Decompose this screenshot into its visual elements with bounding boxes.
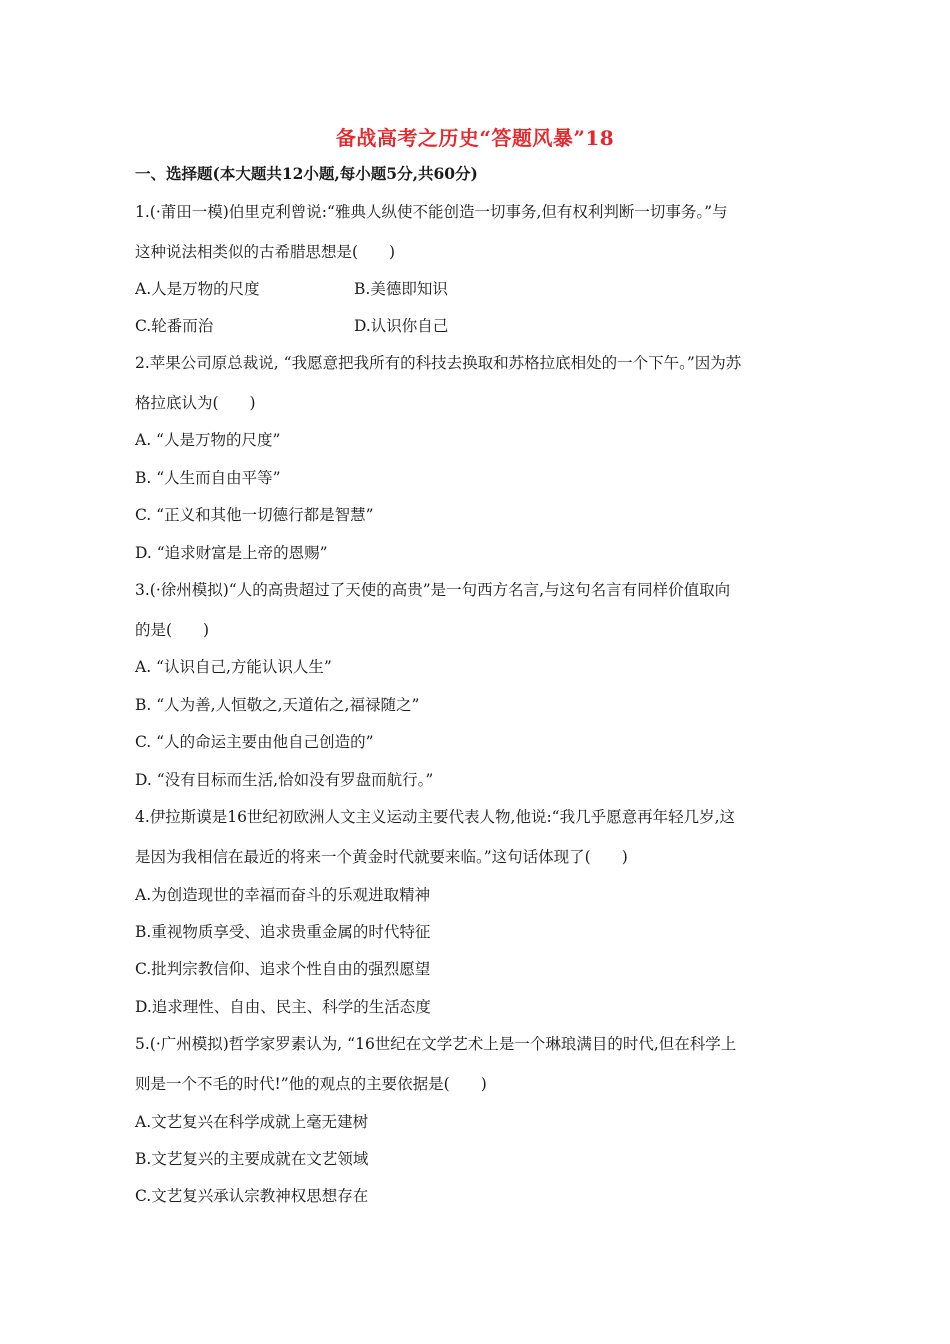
question-5-option-b: B.文艺复兴的主要成就在文艺领域 [135,1150,369,1168]
question-1-option-b: B.美德即知识 [354,280,448,298]
question-1-options-row-1 [135,278,825,300]
question-1-options-row-2 [135,315,825,337]
question-2-stem-line-2: 格拉底认为( ) [135,394,256,412]
question-3-option-a: A. “认识自己,方能认识人生” [135,658,332,676]
question-1-option-c: C.轮番而治 [135,317,214,335]
question-1-option-a: A.人是万物的尺度 [135,280,260,298]
question-2-option-d: D. “追求财富是上帝的恩赐” [135,544,328,562]
question-3-option-d: D. “没有目标而生活,恰如没有罗盘而航行。” [135,771,434,789]
question-3-stem-line-2: 的是( ) [135,621,210,639]
question-4-stem-line-2: 是因为我相信在最近的将来一个黄金时代就要来临。”这句话体现了( ) [135,848,628,866]
question-5-stem-line-2: 则是一个不毛的时代!”他的观点的主要依据是( ) [135,1075,487,1093]
question-4-option-b: B.重视物质享受、追求贵重金属的时代特征 [135,923,431,941]
question-5-option-c: C.文艺复兴承认宗教神权思想存在 [135,1187,369,1205]
section-heading: 一、选择题(本大题共12小题,每小题5分,共60分) [135,164,478,183]
question-4-option-d: D.追求理性、自由、民主、科学的生活态度 [135,998,431,1016]
question-1-stem-line-1: 1.(·莆田一模)伯里克利曾说:“雅典人纵使不能创造一切事务,但有权利判断一切事务。”与 [135,203,728,221]
question-5-option-a: A.文艺复兴在科学成就上毫无建树 [135,1113,369,1131]
question-1-option-d: D.认识你自己 [354,317,449,335]
question-4-stem-line-1: 4.伊拉斯谟是16世纪初欧洲人文主义运动主要代表人物,他说:“我几乎愿意再年轻几岁,这 [135,808,736,826]
question-4-option-a: A.为创造现世的幸福而奋斗的乐观进取精神 [135,886,431,904]
document-title: 备战高考之历史“答题风暴”18 [335,126,615,150]
question-2-option-c: C. “正义和其他一切德行都是智慧” [135,506,374,524]
question-2-stem-line-1: 2.苹果公司原总裁说, “我愿意把我所有的科技去换取和苏格拉底相处的一个下午。”因为苏 [135,354,742,372]
question-4-option-c: C.批判宗教信仰、追求个性自由的强烈愿望 [135,960,431,978]
question-3-stem-line-1: 3.(·徐州模拟)“人的高贵超过了天使的高贵”是一句西方名言,与这句名言有同样价值取向 [135,581,731,599]
question-3-option-b: B. “人为善,人恒敬之,天道佑之,福禄随之” [135,696,420,714]
question-5-stem-line-1: 5.(·广州模拟)哲学家罗素认为, “16世纪在文学艺术上是一个琳琅满目的时代,但在科学上 [135,1035,737,1053]
question-3-option-c: C. “人的命运主要由他自己创造的” [135,733,374,751]
question-2-option-b: B. “人生而自由平等” [135,469,281,487]
question-1-stem-line-2: 这种说法相类似的古希腊思想是( ) [135,243,396,261]
question-2-option-a: A. “人是万物的尺度” [135,431,281,449]
